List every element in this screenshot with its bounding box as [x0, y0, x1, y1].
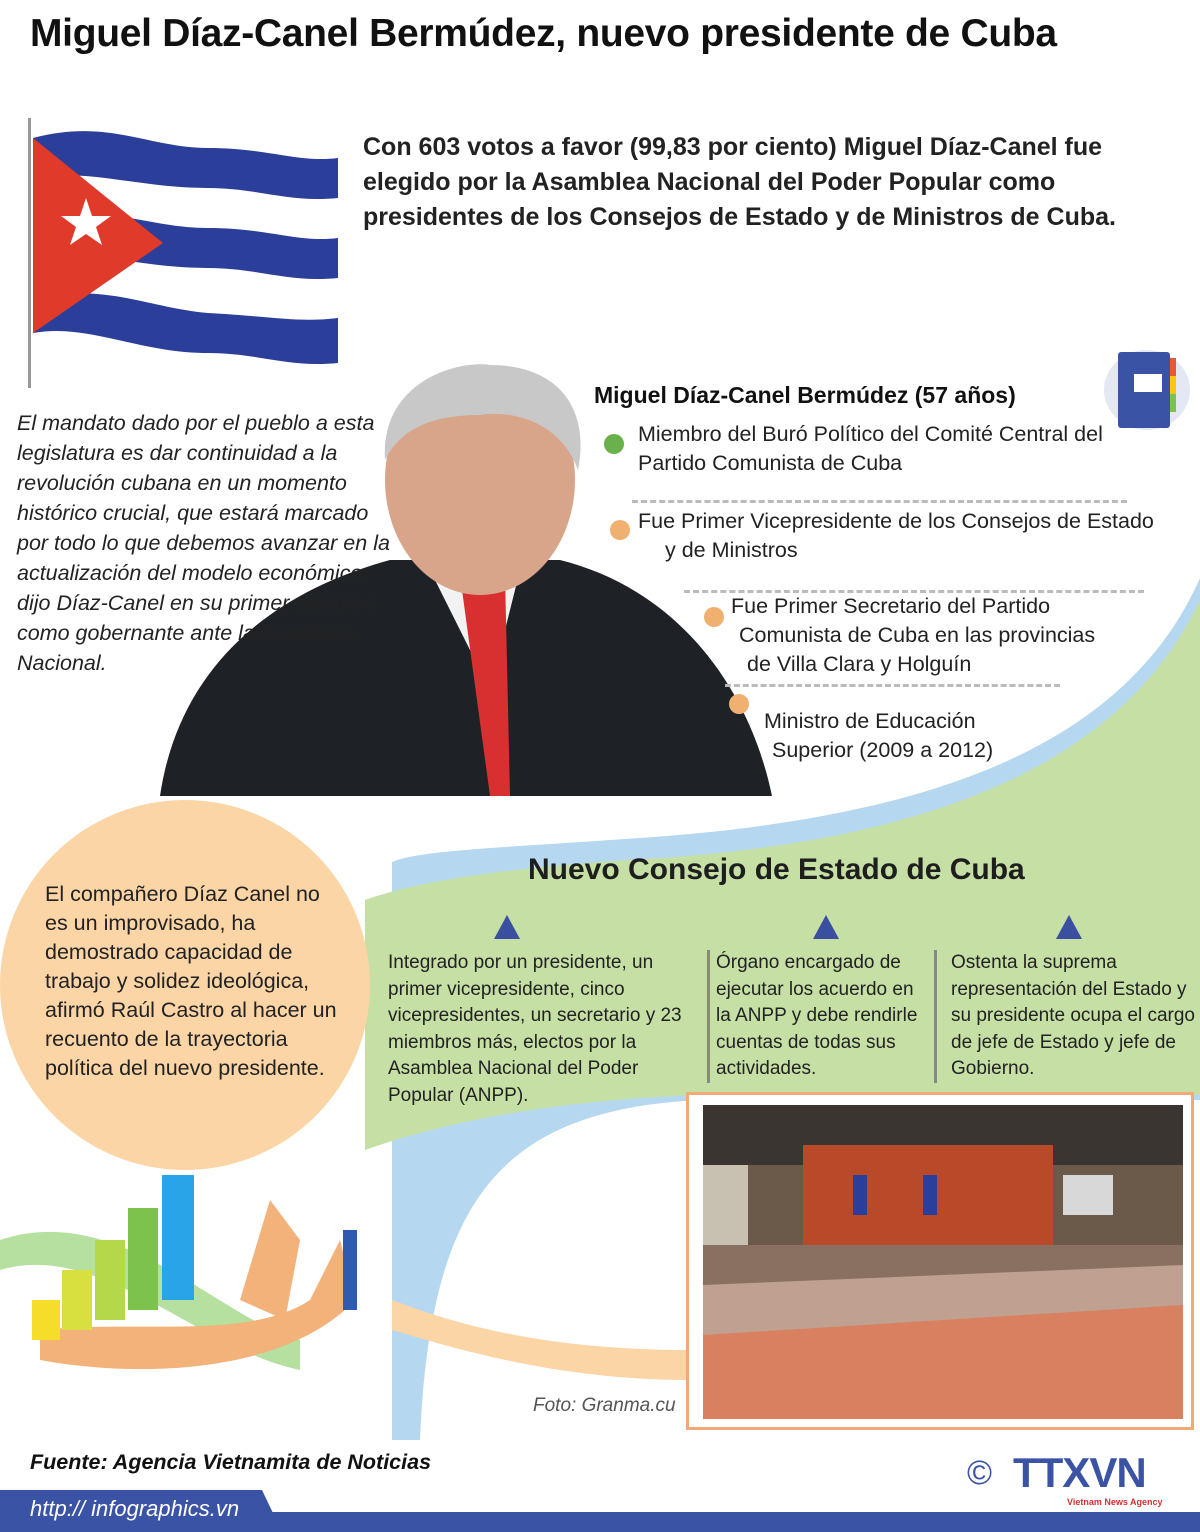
- diaz-canel-quote: El mandato dado por el pueblo a esta legislatura es dar continuidad a la revolución cubana en un momento histórico crucial, que estará marcado por todo lo que debemos avanzar en la actualización del modelo económico, dijo Díaz-Canel en su primer discurso como gobernante ante la Asamblea Nacional.: [17, 411, 390, 675]
- consejo-column: Ostenta la suprema representación del Estado y su presidente ocupa el cargo de jefe de Estado y jefe de Gobierno.: [934, 950, 1196, 1083]
- bio-line: Partido Comunista de Cuba: [638, 451, 903, 475]
- bio-item: [638, 420, 1103, 478]
- logo-name: TTXVN: [1013, 1449, 1146, 1496]
- intro-text: Con 603 votos a favor (99,83 por ciento) Miguel Díaz-Canel fue elegido por la Asamblea Nacional del Poder Popular como presidentes de los Consejos de Estado y de Ministros de Cuba.: [363, 133, 1116, 231]
- photo-caption: Foto: Granma.cu: [533, 1395, 676, 1416]
- consejo-column: Integrado por un presidente, un primer vicepresidente, cinco vicepresidentes, un secretario y 23 miembros más, electos por la Asamblea Nacional del Poder Popular (ANPP).: [388, 952, 682, 1106]
- bio-line: de Villa Clara y Holguín: [747, 652, 972, 676]
- source-text: Fuente: Agencia Vietnamita de Noticias: [30, 1450, 432, 1474]
- triangle-icon: [1056, 915, 1082, 939]
- assembly-photo: [686, 1092, 1194, 1430]
- notebook-icon: [1104, 350, 1190, 430]
- bio-line: Superior (2009 a 2012): [772, 738, 994, 762]
- bullet-green-icon: [604, 434, 624, 454]
- copyright-icon: ©: [967, 1454, 993, 1492]
- divider: [725, 684, 1060, 687]
- bio-line: Fue Primer Secretario del Partido: [731, 594, 1051, 618]
- bio-item: [731, 592, 1095, 679]
- consejo-column: Órgano encargado de ejecutar los acuerdo en la ANPP y debe rendirle cuentas de todas sus actividades.: [707, 950, 929, 1083]
- bio-line: Ministro de Educación: [764, 709, 976, 733]
- cuba-flag-image: [28, 118, 343, 388]
- bio-line: y de Ministros: [665, 538, 798, 562]
- raul-castro-quote: El compañero Díaz Canel no es un improvisado, ha demostrado capacidad de trabajo y solidez ideológica, afirmó Raúl Castro al hacer un recuento de la trayectoria política del nuevo presidente.: [45, 882, 337, 1080]
- triangle-icon: [494, 915, 520, 939]
- consejo-heading: Nuevo Consejo de Estado de Cuba: [528, 853, 1025, 886]
- website-link[interactable]: http:// infographics.vn: [30, 1496, 240, 1521]
- bio-line: Miembro del Buró Político del Comité Central del: [638, 422, 1103, 446]
- bullet-orange-icon: [729, 694, 749, 714]
- growth-chart-illustration: [0, 1175, 357, 1370]
- divider: [632, 500, 1127, 503]
- bio-line: Comunista de Cuba en las provincias: [739, 623, 1096, 647]
- page-title: Miguel Díaz-Canel Bermúdez, nuevo presidente de Cuba: [30, 12, 1057, 55]
- ttxvn-logo: [967, 1449, 1177, 1510]
- triangle-icon: [813, 915, 839, 939]
- bio-item: [638, 507, 1154, 565]
- bullet-orange-icon: [704, 607, 724, 627]
- bio-line: Fue Primer Vicepresidente de los Consejos de Estado: [638, 509, 1154, 533]
- bullet-orange-icon: [610, 520, 630, 540]
- logo-tagline: Vietnam News Agency: [1067, 1497, 1163, 1507]
- bio-item: [764, 707, 993, 765]
- bio-heading: Miguel Díaz-Canel Bermúdez (57 años): [594, 382, 1016, 408]
